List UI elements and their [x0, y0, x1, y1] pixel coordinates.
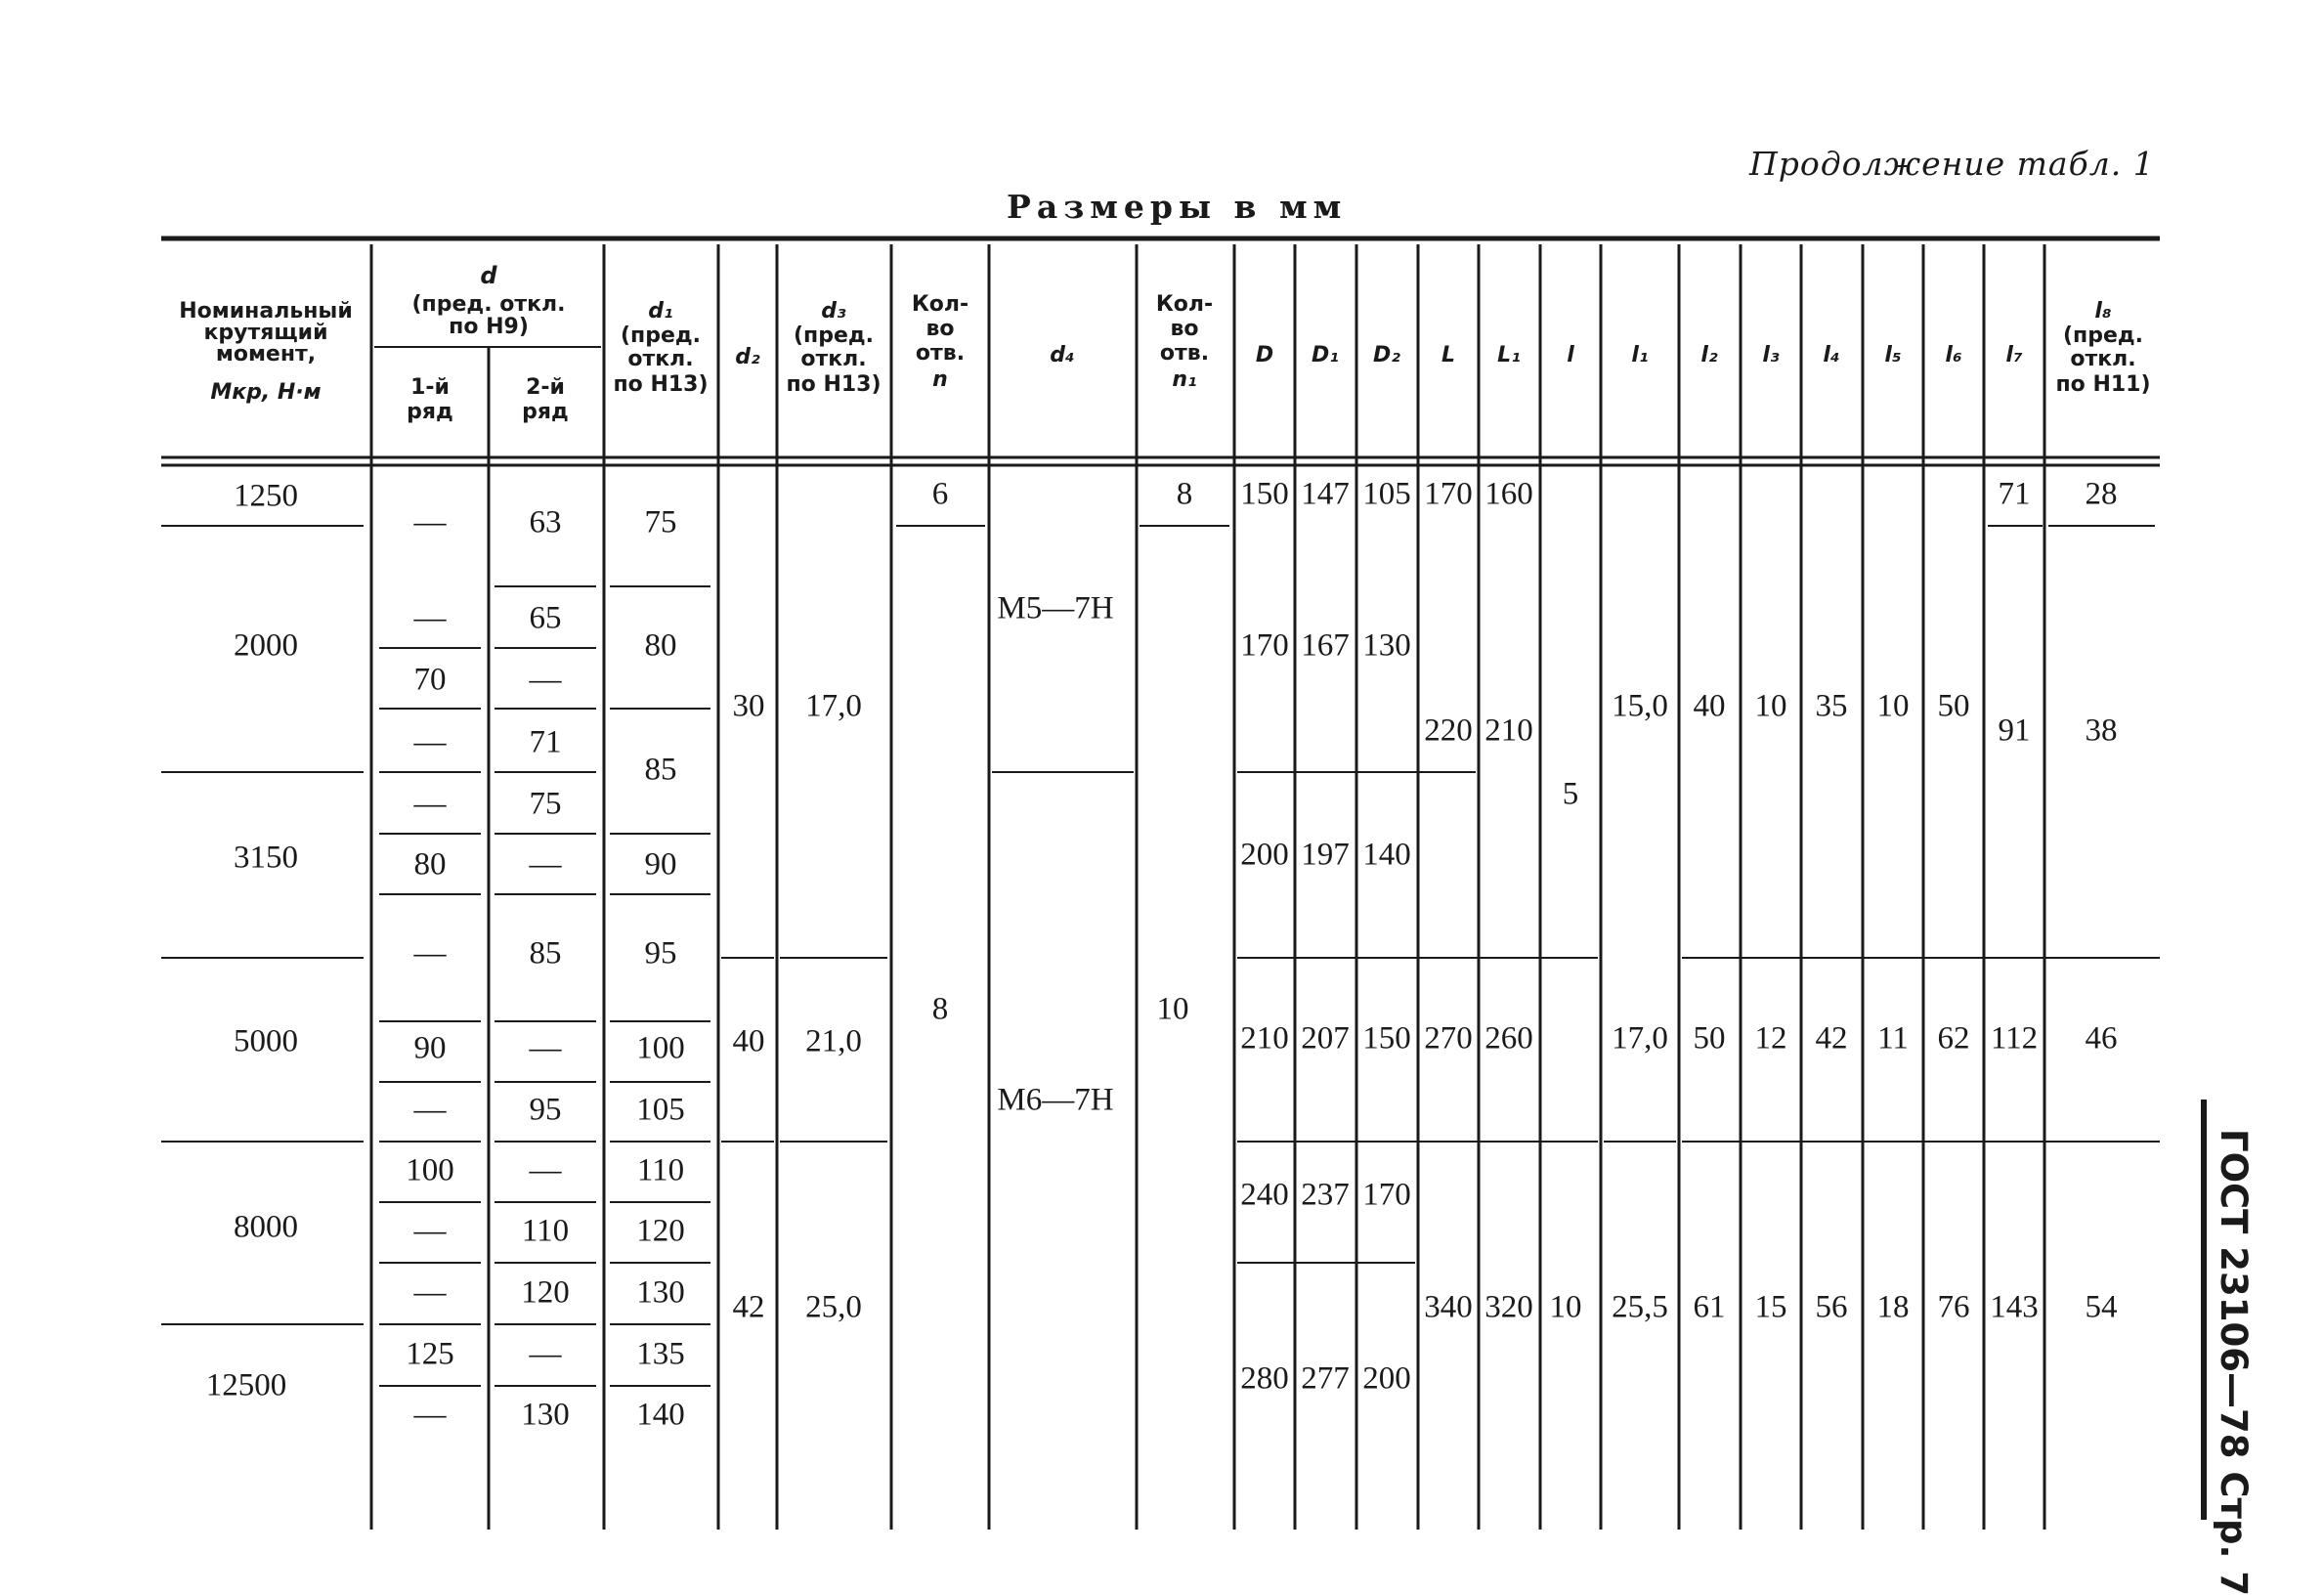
- header-row1-b: ряд: [407, 400, 453, 424]
- header-l1: l₁: [1631, 343, 1649, 367]
- cell-d1: 80: [644, 627, 677, 664]
- cell-D2: 150: [1362, 1020, 1411, 1057]
- cell-d4: M6—7H: [997, 1082, 1114, 1118]
- header-l8-2: (пред.: [2062, 324, 2144, 348]
- cell-d1: 140: [636, 1397, 685, 1433]
- cell-L1: 210: [1484, 712, 1533, 749]
- cell-l4: 56: [1815, 1289, 1848, 1325]
- header-torque-line4: Mкр, Н·м: [210, 380, 322, 405]
- cell-D1: 237: [1301, 1177, 1350, 1213]
- header-n1-2: во: [1170, 317, 1199, 341]
- cell-d-row2: 95: [529, 1092, 562, 1128]
- cell-n: 8: [931, 991, 949, 1027]
- header-d-note2: по H9): [449, 315, 529, 339]
- cell-torque: 12500: [205, 1367, 287, 1403]
- row-dividers: [161, 526, 2160, 1386]
- cell-torque: 1250: [234, 478, 298, 514]
- cell-d4: M5—7H: [997, 590, 1114, 626]
- cell-D2: 200: [1362, 1360, 1411, 1397]
- cell-l4: 35: [1815, 688, 1848, 724]
- cell-d-row2: —: [529, 662, 562, 698]
- cell-d2: 30: [732, 688, 765, 724]
- cell-d1: 110: [636, 1152, 685, 1188]
- cell-d1: 100: [636, 1030, 685, 1066]
- header-L: L: [1441, 343, 1456, 367]
- header-l8-4: по H11): [2055, 372, 2151, 397]
- cell-l3: 12: [1754, 1020, 1787, 1057]
- header-n-1: Кол-: [911, 292, 969, 317]
- header-row2-b: ряд: [522, 400, 569, 424]
- header-d3: d₃: [821, 299, 846, 324]
- header-n-3: отв.: [915, 341, 966, 366]
- cell-D: 210: [1240, 1020, 1289, 1057]
- cell-d-row1: —: [413, 786, 447, 822]
- cell-torque: 2000: [234, 627, 298, 664]
- cell-L1: 160: [1484, 476, 1533, 512]
- header-torque-line3: момент,: [215, 342, 317, 367]
- cell-d3: 21,0: [805, 1023, 862, 1059]
- cell-l1: 17,0: [1612, 1020, 1668, 1057]
- cell-D1: 147: [1301, 476, 1350, 512]
- cell-d-row2: 85: [529, 935, 562, 971]
- cell-d-row1: 70: [413, 662, 447, 698]
- header-row1-a: 1-й: [410, 375, 450, 400]
- cell-d-row1: —: [413, 935, 447, 971]
- table-body: [206, 477, 2118, 1433]
- header-n1-3: отв.: [1159, 341, 1210, 366]
- cell-d1: 120: [636, 1213, 685, 1249]
- cell-d1: 90: [644, 846, 677, 883]
- header-d: d: [480, 262, 497, 289]
- header-l3: l₃: [1762, 343, 1780, 367]
- cell-d2: 40: [732, 1023, 765, 1059]
- cell-D1: 167: [1301, 627, 1350, 664]
- header-d1: d₁: [648, 299, 673, 324]
- cell-D2: 130: [1362, 627, 1411, 664]
- cell-n1: 8: [1176, 476, 1193, 512]
- cell-d1: 135: [636, 1336, 685, 1372]
- cell-l7: 112: [1990, 1020, 2039, 1057]
- cell-l6: 62: [1937, 1020, 1970, 1057]
- cell-l5: 10: [1876, 688, 1910, 724]
- cell-l8: 38: [2085, 712, 2118, 749]
- cell-torque: 5000: [234, 1023, 298, 1059]
- header-n1-1: Кол-: [1155, 292, 1214, 317]
- header-l2: l₂: [1700, 343, 1718, 367]
- cell-L1: 260: [1484, 1020, 1533, 1057]
- cell-L: 170: [1424, 476, 1473, 512]
- cell-l8: 54: [2085, 1289, 2118, 1325]
- cell-D2: 105: [1362, 476, 1411, 512]
- cell-d-row1: —: [413, 504, 447, 540]
- cell-d2: 42: [732, 1289, 765, 1325]
- header-D2: D₂: [1373, 343, 1400, 367]
- cell-l2: 40: [1693, 688, 1726, 724]
- cell-d-row2: —: [529, 846, 562, 883]
- header-d2: d₂: [735, 345, 760, 369]
- cell-d1: 130: [636, 1274, 685, 1311]
- cell-D: 280: [1240, 1360, 1289, 1397]
- cell-l5: 11: [1877, 1020, 1909, 1057]
- cell-D1: 207: [1301, 1020, 1350, 1057]
- cell-D2: 140: [1362, 837, 1411, 873]
- table-units-title: Размеры в мм: [1007, 188, 1348, 226]
- cell-n: 6: [931, 476, 949, 512]
- cell-l7: 143: [1990, 1289, 2039, 1325]
- cell-n1: 10: [1156, 991, 1189, 1027]
- header-d4: d₄: [1050, 343, 1075, 367]
- header-d1-4: по H13): [613, 372, 709, 397]
- cell-l5: 18: [1876, 1289, 1910, 1325]
- cell-torque: 8000: [234, 1209, 298, 1245]
- column-separators: [371, 244, 2044, 1530]
- header-d-note1: (пред. откл.: [411, 292, 566, 317]
- header-D1: D₁: [1312, 343, 1339, 367]
- cell-d-row2: 71: [529, 724, 562, 760]
- cell-d1: 105: [636, 1092, 685, 1128]
- cell-d-row2: 63: [529, 504, 562, 540]
- cell-torque: 3150: [234, 840, 298, 876]
- header-l6: l₆: [1945, 343, 1962, 367]
- header-torque-line2: крутящий: [203, 321, 328, 345]
- header-L1: L₁: [1497, 343, 1521, 367]
- cell-l2: 61: [1693, 1289, 1726, 1325]
- cell-d1: 85: [644, 752, 677, 788]
- cell-l1: 25,5: [1612, 1289, 1668, 1325]
- header-l8-3: откл.: [2070, 347, 2136, 371]
- cell-l7: 71: [1998, 476, 2031, 512]
- cell-l6: 76: [1937, 1289, 1970, 1325]
- header-l: l: [1567, 343, 1574, 367]
- header-n-4: n: [932, 367, 948, 392]
- cell-d1: 95: [644, 935, 677, 971]
- table-continuation-caption: Продолжение табл. 1: [1749, 145, 2155, 183]
- cell-d-row2: 65: [529, 600, 562, 636]
- header-l8: l₈: [2094, 299, 2112, 324]
- cell-D: 150: [1240, 476, 1289, 512]
- header-D: D: [1255, 343, 1274, 367]
- header-n1-4: n₁: [1172, 367, 1197, 392]
- cell-l7: 91: [1998, 712, 2031, 749]
- cell-d-row1: 125: [406, 1336, 454, 1372]
- cell-d-row2: 75: [529, 786, 562, 822]
- header-d1-3: откл.: [627, 347, 694, 371]
- standard-page-label: ГОСТ 23106—78 Стр. 7: [2213, 1129, 2255, 1596]
- header-n-2: во: [925, 317, 955, 341]
- cell-l4: 42: [1815, 1020, 1848, 1057]
- header-d3-2: (пред.: [793, 324, 875, 348]
- cell-d-row1: —: [413, 1092, 447, 1128]
- cell-l8: 46: [2085, 1020, 2118, 1057]
- cell-l: 10: [1549, 1289, 1582, 1325]
- cell-d-row1: —: [413, 724, 447, 760]
- cell-d1: 75: [644, 504, 677, 540]
- cell-D1: 197: [1301, 837, 1350, 873]
- cell-d-row1: 100: [406, 1152, 454, 1188]
- cell-l1: 15,0: [1612, 688, 1668, 724]
- cell-d-row1: —: [413, 1397, 447, 1433]
- cell-d-row2: 110: [521, 1213, 570, 1249]
- header-d3-3: откл.: [800, 347, 867, 371]
- cell-D: 170: [1240, 627, 1289, 664]
- cell-d3: 17,0: [805, 688, 862, 724]
- cell-L: 340: [1424, 1289, 1473, 1325]
- header-row2-a: 2-й: [526, 375, 565, 400]
- cell-D: 200: [1240, 837, 1289, 873]
- cell-d-row2: —: [529, 1030, 562, 1066]
- cell-D1: 277: [1301, 1360, 1350, 1397]
- cell-l6: 50: [1937, 688, 1970, 724]
- cell-d-row1: —: [413, 1213, 447, 1249]
- cell-l3: 15: [1754, 1289, 1787, 1325]
- table-header: [179, 262, 2150, 424]
- cell-d-row2: —: [529, 1152, 562, 1188]
- cell-d3: 25,0: [805, 1289, 862, 1325]
- cell-D2: 170: [1362, 1177, 1411, 1213]
- cell-d-row1: —: [413, 600, 447, 636]
- cell-L1: 320: [1484, 1289, 1533, 1325]
- header-l5: l₅: [1884, 343, 1902, 367]
- cell-d-row2: 130: [521, 1397, 570, 1433]
- header-torque-line1: Номинальный: [179, 299, 353, 324]
- cell-L: 220: [1424, 712, 1473, 749]
- header-l7: l₇: [2005, 343, 2023, 367]
- cell-d-row2: 120: [521, 1274, 570, 1311]
- cell-d-row2: —: [529, 1336, 562, 1372]
- cell-l3: 10: [1754, 688, 1787, 724]
- cell-d-row1: —: [413, 1274, 447, 1311]
- cell-l: 5: [1562, 776, 1579, 812]
- cell-l8: 28: [2085, 476, 2118, 512]
- header-d1-2: (пред.: [620, 324, 702, 348]
- cell-l2: 50: [1693, 1020, 1726, 1057]
- header-l4: l₄: [1823, 343, 1840, 367]
- cell-D: 240: [1240, 1177, 1289, 1213]
- cell-d-row1: 80: [413, 846, 447, 883]
- cell-d-row1: 90: [413, 1030, 447, 1066]
- cell-L: 270: [1424, 1020, 1473, 1057]
- header-d3-4: по H13): [786, 372, 882, 397]
